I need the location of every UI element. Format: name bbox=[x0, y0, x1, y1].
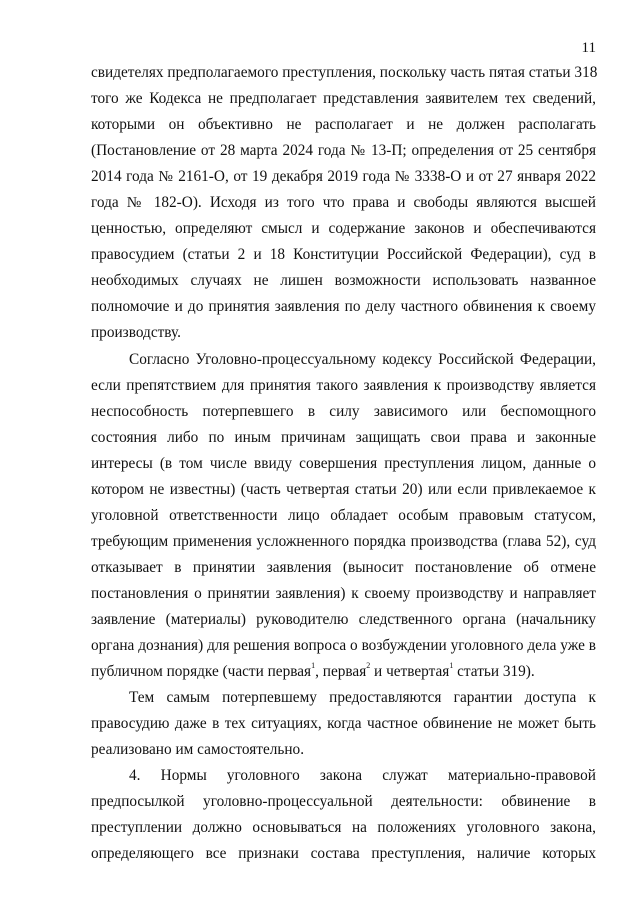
text-fragment: и четвертая bbox=[370, 663, 450, 681]
paragraph-3 bbox=[91, 685, 596, 763]
paragraph-1 bbox=[91, 60, 596, 347]
text-line: неспособность потерпевшего в силу зависимого или беспомощного bbox=[91, 402, 596, 420]
text-line: уголовной ответственности лицо обладает особым правовым статусом, bbox=[91, 506, 596, 524]
text-line: требующим применения усложненного порядка производства (глава 52), суд bbox=[91, 532, 596, 550]
text-line: производству. bbox=[91, 324, 181, 342]
text-line: преступлении должно основываться на положениях уголовного закона, bbox=[91, 819, 596, 837]
document-body bbox=[91, 60, 596, 867]
paragraph-4 bbox=[91, 763, 596, 867]
text-line: котором не известны) (часть четвертая статьи 20) или если привлекаемое к bbox=[91, 480, 596, 498]
text-fragment: статьи 319). bbox=[453, 663, 535, 681]
text-line: заявление (материалы) руководителю следственного органа (начальнику bbox=[91, 610, 596, 628]
text-line: органа дознания) для решения вопроса о возбуждении уголовного дела уже в bbox=[91, 637, 596, 655]
text-line: правосудию даже в тех ситуациях, когда частное обвинение не может быть bbox=[91, 715, 596, 733]
text-line: постановления о принятии заявления) к своему производству и направляет bbox=[91, 584, 596, 602]
text-line: предпосылкой уголовно-процессуальной деятельности: обвинение в bbox=[91, 793, 596, 811]
text-line: Тем самым потерпевшему предоставляются гарантии доступа к bbox=[129, 689, 596, 707]
text-line: (Постановление от 28 марта 2024 года № 13-П; определения от 25 сентября bbox=[91, 142, 596, 160]
text-line: года № 182-О). Исходя из того что права и свободы являются высшей bbox=[91, 194, 596, 212]
text-line: состояния либо по иным причинам защищать свои права и законные bbox=[91, 428, 596, 446]
text-line: того же Кодекса не предполагает представления заявителем тех сведений, bbox=[91, 90, 596, 108]
text-line: отказывает в принятии заявления (выносит постановление об отмене bbox=[91, 558, 596, 576]
text-line: ценностью, определяют смысл и содержание законов и обеспечиваются bbox=[91, 220, 596, 238]
superscript: 1 bbox=[449, 660, 454, 670]
page-number: 11 bbox=[581, 40, 596, 56]
text-line: которыми он объективно не располагает и не должен располагать bbox=[91, 116, 596, 134]
text-line: необходимых случаях не лишен возможности использовать названное bbox=[91, 272, 596, 290]
text-line: 4. Нормы уголовного закона служат материально-правовой bbox=[129, 767, 596, 785]
paragraph-2 bbox=[91, 347, 596, 686]
text-line: реализовано им самостоятельно. bbox=[91, 741, 305, 759]
text-line: свидетелях предполагаемого преступления, поскольку часть пятая статьи 318 bbox=[91, 64, 598, 81]
superscript: 1 bbox=[311, 660, 316, 670]
text-line: правосудием (статьи 2 и 18 Конституции Российской Федерации), суд в bbox=[91, 246, 596, 264]
text-line: полномочие и до принятия заявления по делу частного обвинения к своему bbox=[91, 298, 596, 316]
text-line: если препятствием для принятия такого заявления к производству является bbox=[91, 376, 596, 394]
text-fragment: , первая bbox=[315, 663, 367, 681]
text-line: определяющего все признаки состава преступления, наличие которых bbox=[91, 845, 596, 863]
text-line-with-superscripts bbox=[91, 659, 596, 685]
text-line: Согласно Уголовно-процессуальному кодексу Российской Федерации, bbox=[129, 350, 596, 368]
superscript: 2 bbox=[366, 660, 371, 670]
text-line: 2014 года № 2161-О, от 19 декабря 2019 года № 3338-О и от 27 января 2022 bbox=[91, 168, 596, 186]
text-line: интересы (в том числе ввиду совершения преступления лицом, данные о bbox=[91, 454, 596, 472]
text-fragment: публичном порядке (части первая bbox=[91, 663, 312, 681]
